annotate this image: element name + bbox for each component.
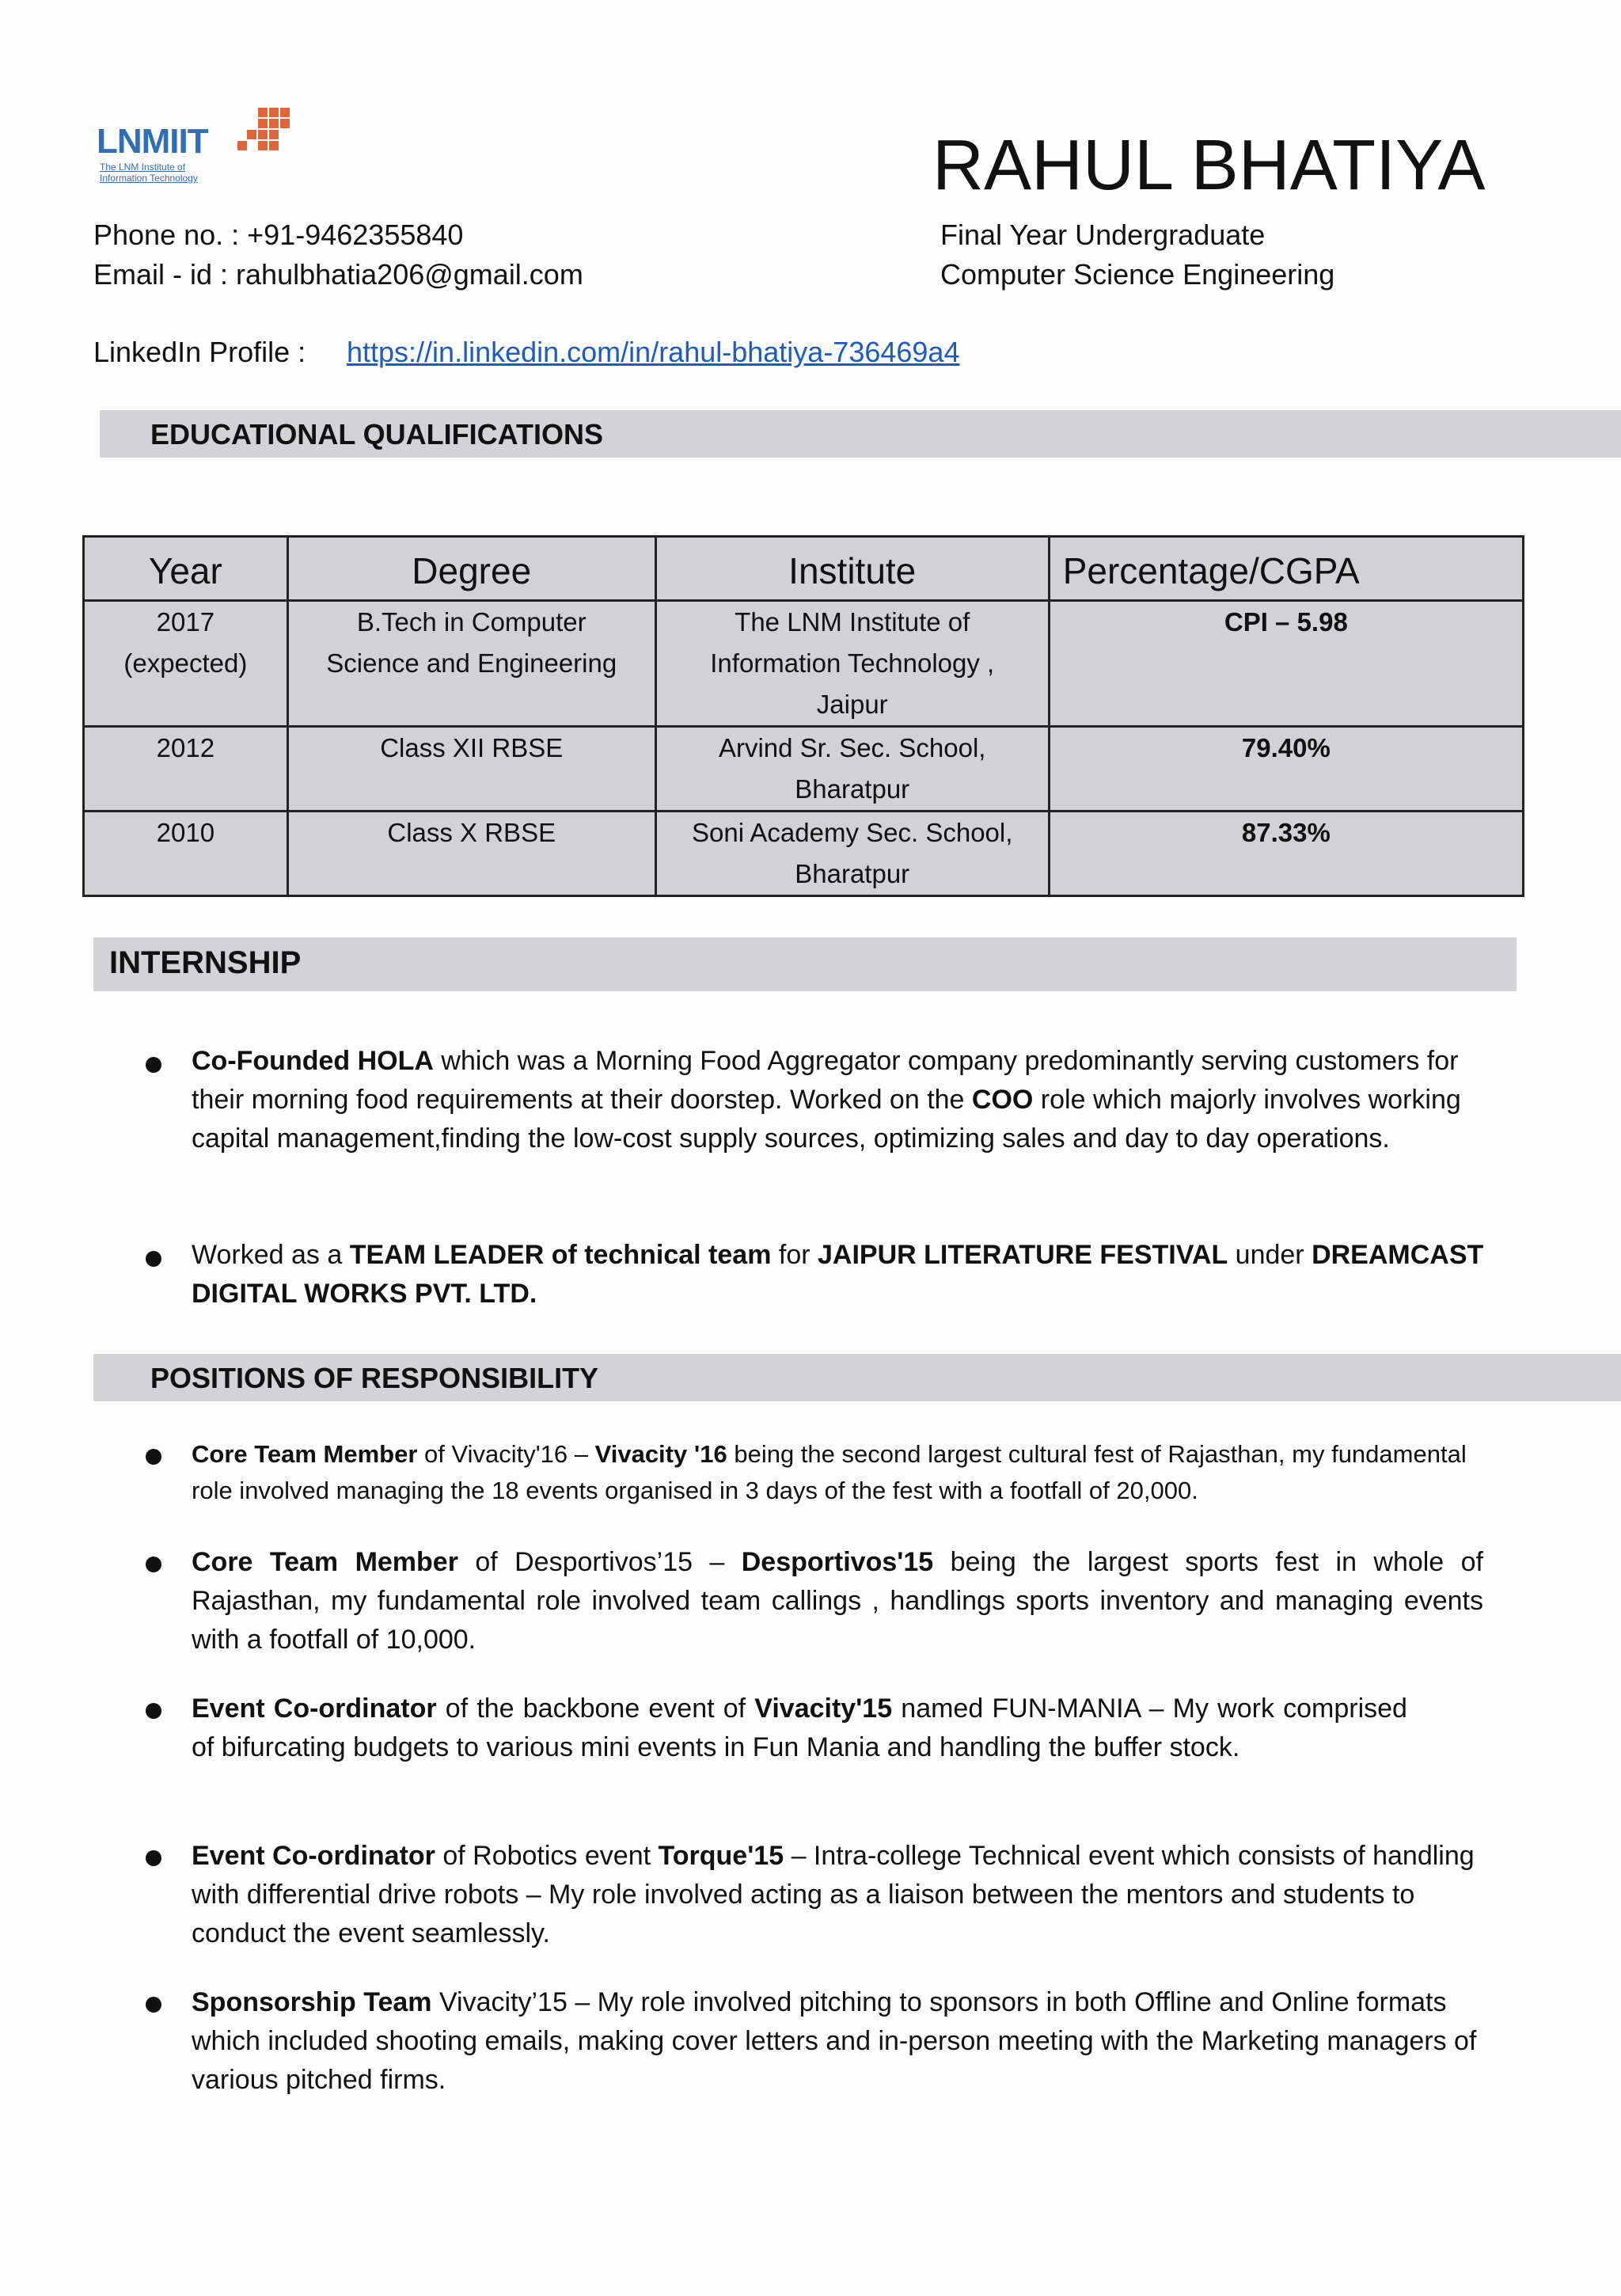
cell-year: 2010: [84, 812, 288, 896]
logo-text: LNMIIT: [97, 122, 208, 161]
cell-degree: Class X RBSE: [287, 812, 655, 896]
bullet-icon: [146, 1850, 161, 1866]
student-status: Final Year Undergraduate: [940, 219, 1266, 251]
linkedin-label: LinkedIn Profile :: [93, 336, 306, 368]
cell-year: 2017 (expected): [84, 601, 288, 727]
education-table: [82, 535, 1524, 897]
column-header-score: Percentage/CGPA: [1049, 537, 1523, 601]
internship-item: Worked as a TEAM LEADER of technical team for JAIPUR LITERATURE FESTIVAL under DREAMCAST DIGITAL WORKS PVT. LTD.: [192, 1240, 1484, 1309]
cell-degree: Class XII RBSE: [287, 727, 655, 812]
column-header-year: Year: [84, 537, 288, 601]
position-item: Event Co-ordinator of Robotics event Torque'15 – Intra-college Technical event which consists of handling with differential drive robots – My role involved acting as a liaison between the mentors and students to conduct the event seamlessly.: [192, 1841, 1475, 1948]
logo-grid-icon: [237, 108, 294, 155]
cell-institute: Soni Academy Sec. School, Bharatpur: [655, 812, 1049, 896]
bullet-icon: [146, 1997, 161, 2013]
bullet-icon: [146, 1557, 161, 1572]
student-branch: Computer Science Engineering: [940, 258, 1335, 291]
positions-section-header: POSITIONS OF RESPONSIBILITY: [93, 1354, 1621, 1401]
internship-section-header: INTERNSHIP: [93, 937, 1517, 991]
cell-institute: The LNM Institute of Information Technology , Jaipur: [655, 601, 1049, 727]
logo-subtitle: The LNM Institute of Information Technology: [100, 162, 198, 184]
table-header-row: [84, 537, 1524, 601]
cell-score: CPI – 5.98: [1049, 601, 1523, 727]
bullet-icon: [146, 1449, 161, 1465]
position-item: Core Team Member of Vivacity'16 – Vivacity '16 being the second largest cultural fest of Rajasthan, my fundamental role involved managing the 18 events organised in 3 days of the fest with a footfall of 20,000.: [192, 1440, 1467, 1504]
table-row: [84, 727, 1524, 812]
cell-score: 79.40%: [1049, 727, 1523, 812]
linkedin-link[interactable]: https://in.linkedin.com/in/rahul-bhatiya-736469a4: [347, 336, 960, 368]
position-item: Core Team Member of Desportivos’15 – Desportivos'15 being the largest sports fest in whole of Rajasthan, my fundamental role involved team callings , handlings sports inventory and managing events with a footfall of 10,000.: [192, 1547, 1483, 1655]
bullet-icon: [146, 1703, 161, 1719]
institute-logo: [93, 108, 283, 195]
position-item: Sponsorship Team Vivacity’15 – My role involved pitching to sponsors in both Offline and Online formats which included shooting emails, making cover letters and in-person meeting with the Marketing managers of various pitched firms.: [192, 1987, 1477, 2095]
bullet-icon: [146, 1251, 161, 1267]
cell-degree: B.Tech in Computer Science and Engineering: [287, 601, 655, 727]
position-item: Event Co-ordinator of the backbone event of Vivacity'15 named FUN-MANIA – My work comprised of bifurcating budgets to various mini events in Fun Mania and handling the buffer stock.: [192, 1693, 1407, 1762]
contact-email: Email - id : rahulbhatia206@gmail.com: [93, 258, 583, 291]
bullet-icon: [146, 1057, 161, 1073]
candidate-name: RAHUL BHATIYA: [932, 126, 1486, 205]
cell-year: 2012: [84, 727, 288, 812]
cell-institute: Arvind Sr. Sec. School, Bharatpur: [655, 727, 1049, 812]
table-row: [84, 601, 1524, 727]
contact-phone: Phone no. : +91-9462355840: [93, 219, 464, 251]
cell-score: 87.33%: [1049, 812, 1523, 896]
education-section-header: EDUCATIONAL QUALIFICATIONS: [100, 410, 1621, 458]
table-row: [84, 812, 1524, 896]
column-header-degree: Degree: [287, 537, 655, 601]
internship-item: Co-Founded HOLA which was a Morning Food Aggregator company predominantly serving customers for their morning food requirements at their doorstep. Worked on the COO role which majorly involves working capital management,finding the low-cost supply sources, optimizing sales and day to day operations.: [192, 1046, 1461, 1154]
column-header-institute: Institute: [655, 537, 1049, 601]
